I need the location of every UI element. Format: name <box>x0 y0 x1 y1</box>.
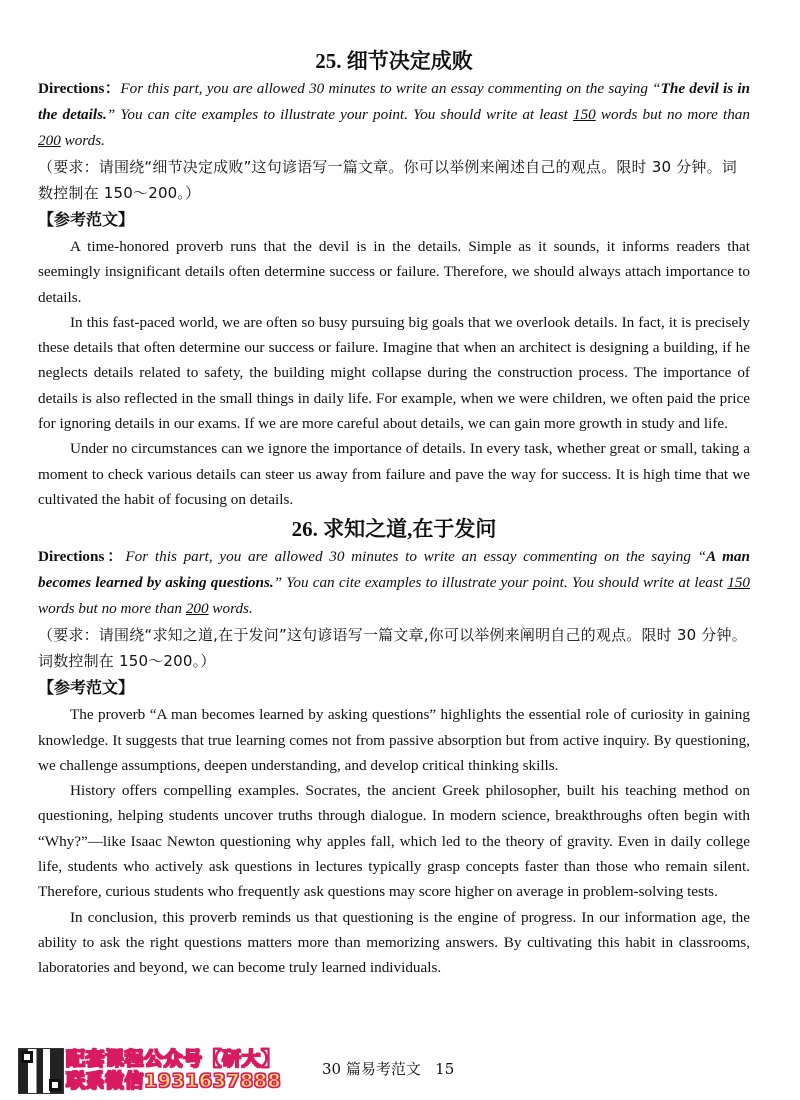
section-26-requirement: （要求：请围绕“求知之道,在于发问”这句谚语写一篇文章,你可以举例来阐明自己的观点。限时 30 分钟。词数控制在 150～200。） <box>38 626 747 671</box>
directions-text: words but no more than <box>38 600 186 618</box>
essay-paragraph: The proverb “A man becomes learned by asking questions” highlights the essential role of curiosity in gaining knowledge. It suggests that true learning comes not from passive absorption but from active inquiry. By questioning, we challenge assumptions, deepen understanding, and develop critical thinking skills. <box>38 706 750 774</box>
document-page <box>38 46 750 981</box>
essay-paragraph: History offers compelling examples. Socrates, the ancient Greek philosopher, built his teaching method on questioning, helping students uncover truths through dialogue. In modern science, breakthroughs often begin with “Why?”—like Isaac Newton questioning why apples fall, which led to the theory of gravity. Even in daily college life, students who actively ask questions in lectures typically grasp concepts faster than those who remain silent. Therefore, curious students who frequently ask questions may score higher on average in problem-solving tests. <box>38 782 750 901</box>
directions-text: words. <box>208 600 253 618</box>
max-words: 200 <box>38 132 61 149</box>
page-number: 15 <box>435 1060 455 1078</box>
section-25-reference-label: 【参考范文】 <box>38 210 135 229</box>
directions-label: Directions： <box>38 80 121 97</box>
page-footer <box>0 1048 800 1096</box>
section-25-requirement: （要求：请围绕“细节决定成败”这句谚语写一篇文章。你可以举例来阐述自己的观点。限时 30 分钟。词数控制在 150～200。） <box>38 158 737 202</box>
directions-text: ” You can cite examples to illustrate your point. You should write at least <box>273 574 728 592</box>
qr-code-icon[interactable] <box>18 1048 64 1094</box>
book-label: 30 篇易考范文 <box>322 1060 421 1078</box>
promo-line: 配套课程公众号【研大】 <box>66 1048 281 1070</box>
directions-saying: A man becomes learned by asking questions. <box>38 548 750 592</box>
section-26-title: 26. 求知之道,在于发问 <box>291 517 497 542</box>
section-26-reference-label: 【参考范文】 <box>38 678 135 698</box>
essay-paragraph: In conclusion, this proverb reminds us that questioning is the engine of progress. In our information age, the ability to ask the right questions matters more than memorizing answers. By cultivating this habit in classrooms, laboratories and beyond, we can become truly learned individuals. <box>38 908 750 977</box>
directions-text: words but no more than <box>595 106 750 123</box>
min-words: 150 <box>727 574 750 592</box>
section-26-directions <box>38 544 750 622</box>
section-25-title: 25. 细节决定成败 <box>315 49 473 73</box>
section-25-directions <box>38 76 750 154</box>
essay-paragraph: Under no circumstances can we ignore the importance of details. In every task, whether great or small, taking a moment to check various details can steer us away from failure and pave the way for success. It is high time that we cultivated the habit of focusing on details. <box>38 440 750 508</box>
promo-line: 联系微信1931637888 <box>66 1070 282 1092</box>
directions-text: For this part, you are allowed 30 minutes to write an essay commenting on the saying “ <box>125 548 707 566</box>
directions-text: For this part, you are allowed 30 minutes to write an essay commenting on the saying “ <box>120 80 661 97</box>
promo-watermark <box>66 1048 311 1092</box>
directions-saying: The devil is in the details. <box>38 80 750 123</box>
max-words: 200 <box>185 600 209 618</box>
essay-paragraph: In this fast-paced world, we are often so busy pursuing big goals that we overlook details. In fact, it is precisely these details that often determine our success or failure. Imagine that when an architect is designing a building, if he neglects details related to safety, the building might collapse during the construction process. The importance of details is also reflected in the small things in daily life. For example, when we were children, we often paid the price for ignoring details in our exams. If we are more careful about details, we can gain more growth in study and life. <box>38 313 750 433</box>
directions-text: words. <box>60 132 105 149</box>
page-number-line <box>322 1058 454 1079</box>
essay-paragraph: A time-honored proverb runs that the devil is in the details. Simple as it sounds, it informs readers that seemingly insignificant details often determine success or failure. Therefore, we should always attach importance to details. <box>38 238 750 306</box>
directions-text: ” You can cite examples to illustrate your point. You should write at least <box>106 106 573 123</box>
min-words: 150 <box>572 106 596 123</box>
directions-label: Directions： <box>38 548 126 566</box>
